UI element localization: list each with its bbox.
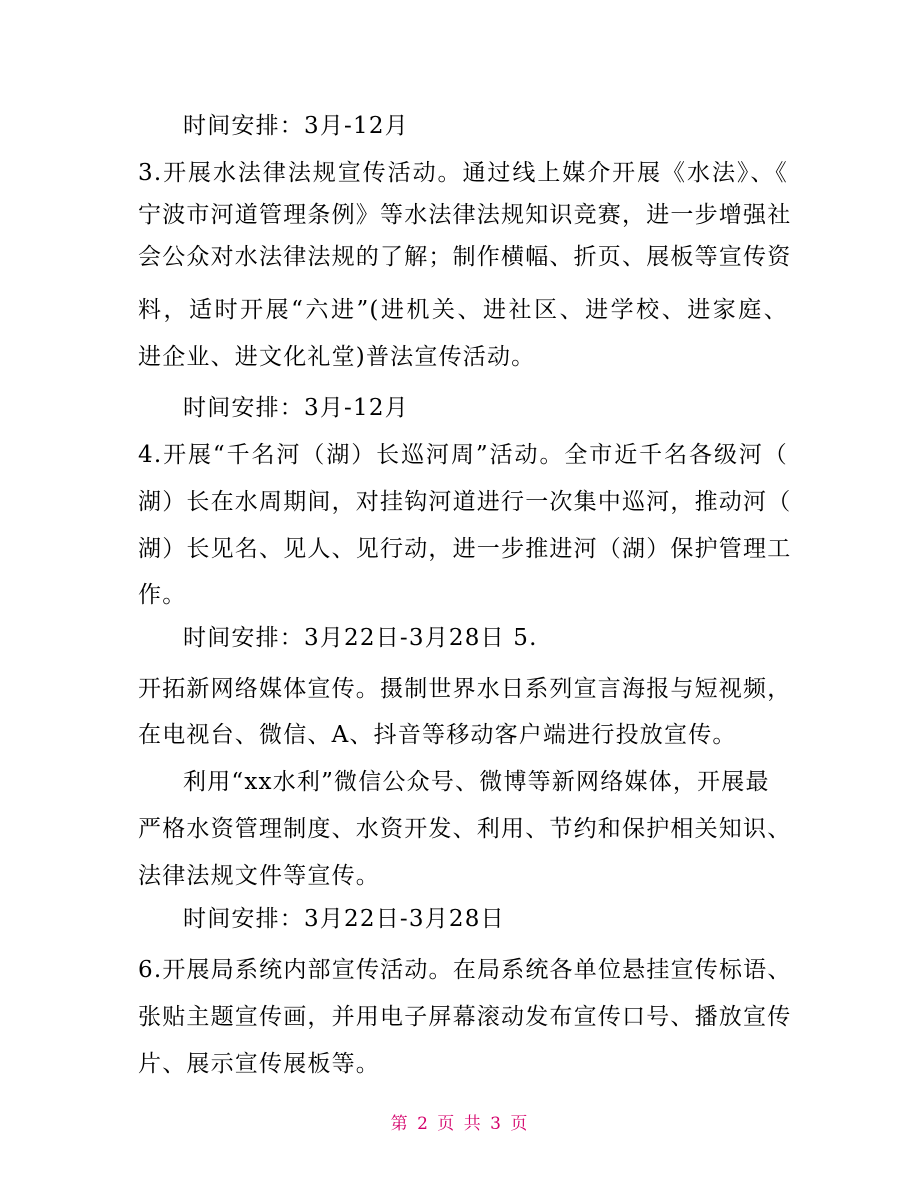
page-number-footer: 第 2 页 共 3 页 [390, 1114, 530, 1134]
paragraph-6-line-1: 6.开展局系统内部宣传活动。在局系统各单位悬挂宣传标语、 [138, 957, 792, 983]
paragraph-5-line-1: 开拓新网络媒体宣传。摄制世界水日系列宣言海报与短视频， [138, 676, 792, 702]
paragraph-3-line-4: 料，适时开展“六进”(进机关、进社区、进学校、进家庭、 [138, 297, 788, 323]
paragraph-3-line-2: 宁波市河道管理条例》等水法律法规知识竞赛，进一步增强社 [138, 202, 792, 228]
paragraph-4-line-1: 4.开展“千名河（湖）长巡河周”活动。全市近千名各级河（ [138, 442, 788, 468]
paragraph-4-line-3: 湖）长见名、见人、见行动，进一步推进河（湖）保护管理工 [138, 536, 792, 562]
schedule-line-4: 时间安排：3月22日-3月28日 [183, 906, 505, 932]
paragraph-5b-line-2: 严格水资管理制度、水资开发、利用、节约和保护相关知识、 [138, 816, 792, 842]
paragraph-3-line-1: 3.开展水法律法规宣传活动。通过线上媒介开展《水法》、《 [138, 160, 788, 186]
paragraph-6-line-2: 张贴主题宣传画，并用电子屏幕滚动发布宣传口号、播放宣传 [138, 1004, 792, 1030]
paragraph-6-line-3: 片、展示宣传展板等。 [138, 1051, 380, 1077]
schedule-line-2: 时间安排：3月-12月 [183, 395, 409, 421]
paragraph-4-line-2: 湖）长在水周期间，对挂钩河道进行一次集中巡河，推动河（ [138, 489, 792, 515]
paragraph-3-line-3: 会公众对水法律法规的了解；制作横幅、折页、展板等宣传资 [138, 244, 792, 270]
paragraph-4-line-4: 作。 [138, 582, 187, 608]
paragraph-5-line-2: 在电视台、微信、A、抖音等移动客户端进行投放宣传。 [138, 722, 737, 748]
paragraph-5b-line-1: 利用“xx水利”微信公众号、微博等新网络媒体，开展最 [183, 769, 770, 795]
schedule-line-3: 时间安排：3月22日-3月28日 5. [183, 625, 538, 651]
paragraph-3-line-5: 进企业、进文化礼堂)普法宣传活动。 [138, 344, 536, 370]
paragraph-5b-line-3: 法律法规文件等宣传。 [138, 863, 380, 889]
schedule-line-1: 时间安排：3月-12月 [183, 113, 409, 139]
